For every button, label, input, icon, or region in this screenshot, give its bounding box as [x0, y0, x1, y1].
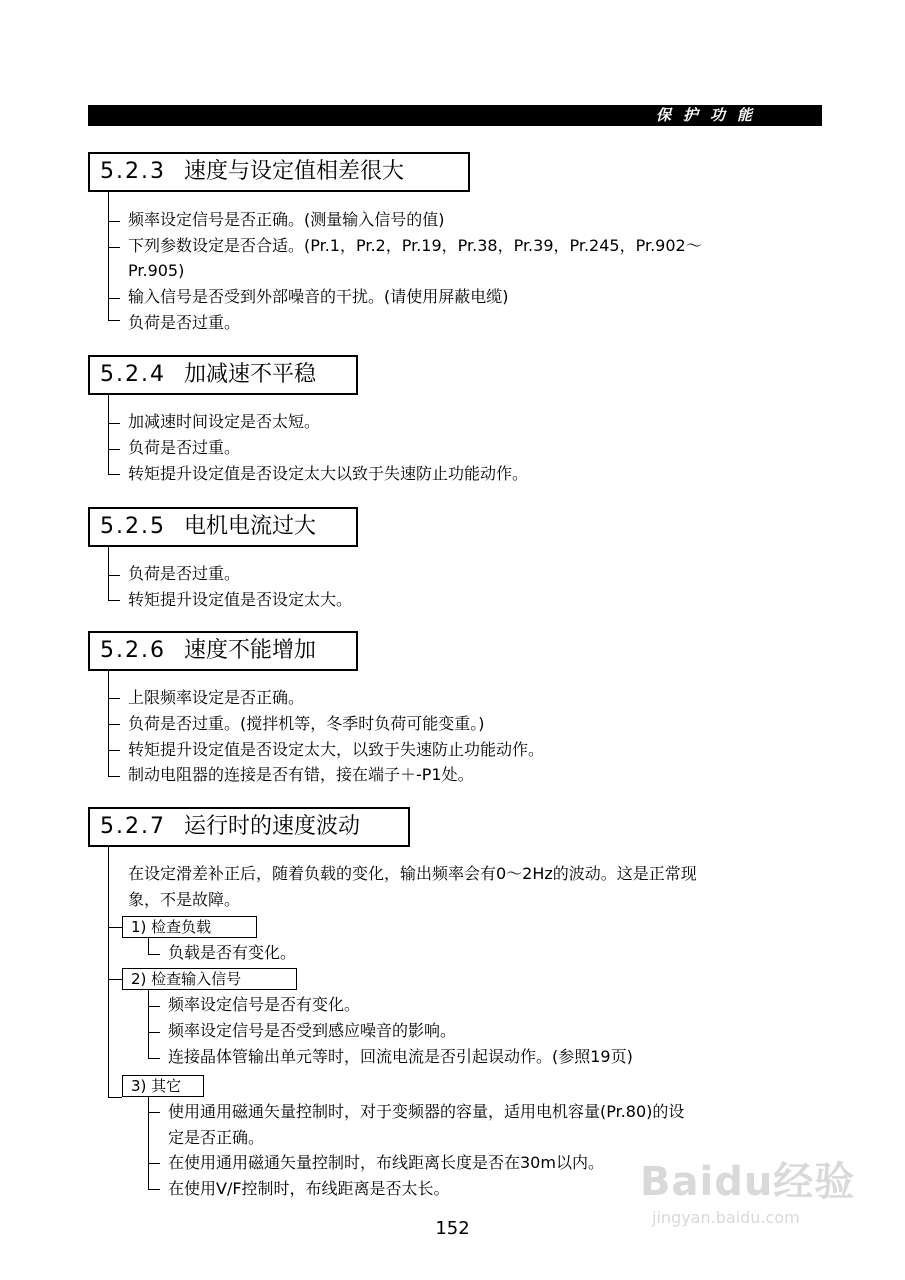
section-title: 运行时的速度波动 — [183, 814, 360, 839]
subsection-label: 3) 其它 — [122, 1075, 204, 1097]
tree-branch — [108, 979, 122, 980]
tree-line — [148, 938, 149, 954]
section-number: 5.2.4 — [100, 362, 166, 387]
list-item: 在使用通用磁通矢量控制时，布线距离长度是否在30m以内。 — [168, 1153, 604, 1172]
list-item: 转矩提升设定值是否设定太大。 — [128, 590, 353, 609]
list-item: 负荷是否过重。 — [128, 313, 241, 332]
page-number: 152 — [435, 1218, 470, 1239]
list-item: 频率设定信号是否有变化。 — [168, 995, 361, 1014]
list-item: Pr.905) — [128, 261, 185, 280]
tree-branch — [148, 1112, 160, 1113]
section-title: 速度不能增加 — [183, 638, 316, 663]
tree-branch — [108, 698, 120, 699]
list-item: 频率设定信号是否正确。(测量输入信号的值) — [128, 210, 445, 229]
header-bar — [88, 105, 822, 126]
tree-branch — [108, 247, 120, 248]
tree-line — [108, 847, 109, 1097]
tree-branch — [148, 1058, 160, 1059]
list-item: 使用通用磁通矢量控制时，对于变频器的容量，适用电机容量(Pr.80)的设 — [168, 1102, 685, 1121]
tree-branch — [108, 474, 120, 475]
section-heading-5-2-3 — [88, 152, 470, 192]
list-item: 负荷是否过重。 — [128, 438, 241, 457]
tree-branch — [108, 776, 120, 777]
tree-branch — [108, 600, 120, 601]
intro-text: 象，不是故障。 — [128, 890, 241, 909]
tree-branch — [108, 320, 120, 321]
section-title: 加减速不平稳 — [183, 362, 316, 387]
header-title: 保护功能 — [655, 106, 764, 124]
tree-branch — [148, 1189, 160, 1190]
list-item: 转矩提升设定值是否设定太大，以致于失速防止功能动作。 — [128, 740, 545, 759]
section-number: 5.2.6 — [100, 638, 166, 663]
list-item: 输入信号是否受到外部噪音的干扰。(请使用屏蔽电缆) — [128, 287, 509, 306]
tree-branch — [108, 927, 122, 928]
tree-branch — [108, 423, 120, 424]
watermark-logo: Baidu经验 — [640, 1159, 856, 1205]
tree-branch — [148, 954, 160, 955]
list-item: 加减速时间设定是否太短。 — [128, 412, 321, 431]
tree-branch — [108, 575, 120, 576]
subsection-label: 1) 检查负载 — [122, 916, 257, 938]
section-number: 5.2.3 — [100, 159, 166, 184]
tree-line — [148, 1097, 149, 1189]
section-heading-5-2-7 — [88, 807, 410, 847]
tree-branch — [148, 1032, 160, 1033]
section-heading-5-2-6 — [88, 631, 358, 671]
section-heading-5-2-4 — [88, 355, 358, 395]
list-item: 连接晶体管输出单元等时，回流电流是否引起误动作。(参照19页) — [168, 1047, 633, 1066]
intro-text: 在设定滑差补正后，随着负载的变化，输出频率会有0～2Hz的波动。这是正常现 — [128, 864, 697, 883]
tree-branch — [108, 1097, 122, 1098]
list-item: 负荷是否过重。 — [128, 564, 241, 583]
tree-branch — [108, 724, 120, 725]
list-item: 制动电阻器的连接是否有错，接在端子＋-P1处。 — [128, 765, 474, 784]
tree-branch — [108, 221, 120, 222]
tree-line — [108, 547, 109, 600]
watermark — [640, 1150, 860, 1240]
tree-line — [108, 192, 109, 320]
section-heading-5-2-5 — [88, 507, 358, 547]
tree-line — [108, 395, 109, 474]
list-item: 频率设定信号是否受到感应噪音的影响。 — [168, 1021, 457, 1040]
tree-line — [148, 990, 149, 1058]
list-item: 下列参数设定是否合适。(Pr.1，Pr.2，Pr.19，Pr.38，Pr.39，Pr.245，Pr.902～ — [128, 236, 702, 255]
section-number: 5.2.5 — [100, 514, 166, 539]
section-title: 电机电流过大 — [183, 514, 316, 539]
section-title: 速度与设定值相差很大 — [183, 159, 404, 184]
list-item: 定是否正确。 — [168, 1128, 265, 1147]
tree-branch — [148, 1006, 160, 1007]
list-item: 负载是否有变化。 — [168, 943, 297, 962]
tree-branch — [108, 449, 120, 450]
section-number: 5.2.7 — [100, 814, 166, 839]
list-item: 负荷是否过重。(搅拌机等，冬季时负荷可能变重。) — [128, 714, 485, 733]
list-item: 转矩提升设定值是否设定太大以致于失速防止功能动作。 — [128, 464, 529, 483]
list-item: 上限频率设定是否正确。 — [128, 688, 305, 707]
tree-branch — [108, 750, 120, 751]
subsection-label: 2) 检查输入信号 — [122, 968, 297, 990]
tree-branch — [148, 1163, 160, 1164]
list-item: 在使用V/F控制时，布线距离是否太长。 — [168, 1179, 450, 1198]
watermark-url: jingyan.baidu.com — [652, 1208, 800, 1227]
tree-branch — [108, 298, 120, 299]
